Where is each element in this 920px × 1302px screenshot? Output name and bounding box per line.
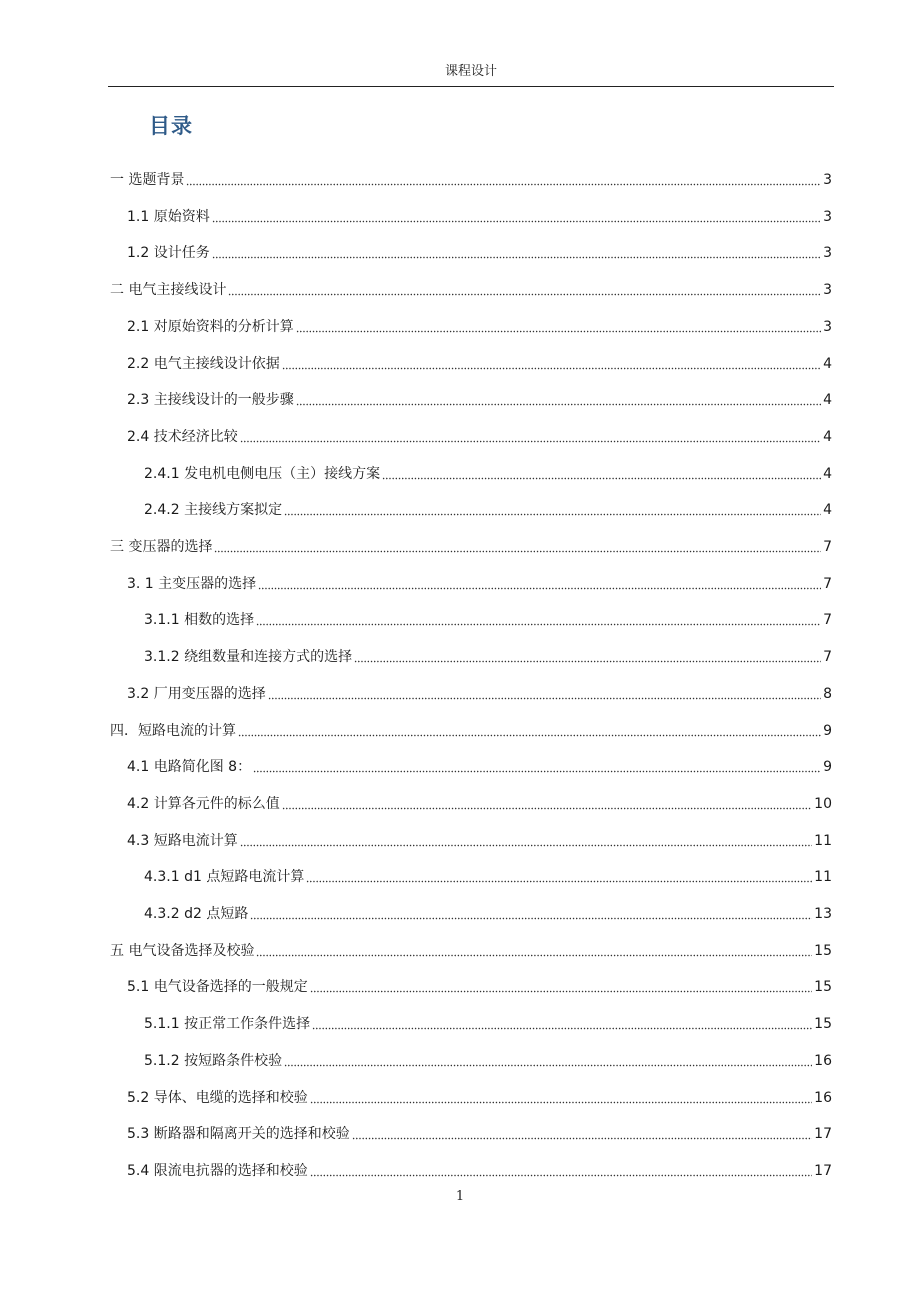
toc-entry-label: 2.4.2 主接线方案拟定 [144, 502, 283, 519]
toc-entry[interactable] [127, 197, 832, 227]
toc-entry-label: 3.1.2 绕组数量和连接方式的选择 [144, 649, 353, 666]
toc-entry[interactable] [144, 490, 832, 520]
toc-entry-page: 4 [823, 502, 832, 519]
toc-entry[interactable] [127, 344, 832, 374]
toc-dot-leader [228, 276, 821, 296]
toc-entry[interactable] [110, 527, 832, 557]
toc-entry-label: 2.4.1 发电机电侧电压（主）接线方案 [144, 465, 381, 482]
toc-entry-label: 2.3 主接线设计的一般步骤 [127, 392, 294, 409]
toc-entry-label: 5.4 限流电抗器的选择和校验 [127, 1162, 308, 1179]
toc-entry-page: 7 [823, 612, 832, 629]
toc-entry-page: 4 [823, 428, 832, 445]
toc-entry[interactable] [110, 711, 832, 741]
toc-entry-page: 15 [814, 942, 832, 959]
toc-entry[interactable] [127, 967, 832, 997]
toc-entry-page: 3 [823, 282, 832, 299]
toc-entry-page: 9 [823, 759, 832, 776]
toc-entry[interactable] [127, 307, 832, 337]
toc-entry[interactable] [144, 600, 832, 630]
toc-dot-leader [186, 166, 821, 186]
toc-entry-page: 3 [823, 208, 832, 225]
toc-dot-leader [282, 350, 821, 370]
toc-dot-leader [310, 973, 812, 993]
toc-entry-page: 11 [814, 832, 832, 849]
toc-entry-page: 17 [814, 1126, 832, 1143]
toc-entry[interactable] [144, 637, 832, 667]
toc-entry-page: 3 [823, 318, 832, 335]
toc-entry[interactable] [127, 380, 832, 410]
toc-dot-leader [312, 1010, 812, 1030]
toc-dot-leader [214, 533, 821, 553]
toc-entry-label: 4.3.2 d2 点短路 [144, 906, 249, 922]
toc-entry[interactable] [144, 894, 832, 924]
toc-entry[interactable] [110, 160, 832, 190]
toc-entry-page: 17 [814, 1162, 832, 1179]
toc-entry-page: 4 [823, 355, 832, 372]
toc-dot-leader [256, 606, 821, 626]
toc-entry-page: 15 [814, 1016, 832, 1033]
toc-dot-leader [256, 937, 812, 957]
toc-entry-label: 四．短路电流的计算 [110, 722, 236, 739]
toc-entry-label: 3. 1 主变压器的选择 [127, 575, 257, 592]
toc-dot-leader [352, 1120, 812, 1140]
toc-entry-label: 2.4 技术经济比较 [127, 428, 238, 445]
toc-entry-page: 13 [814, 906, 832, 922]
toc-entry-label: 2.2 电气主接线设计依据 [127, 355, 280, 372]
toc-entry-label: 4.2 计算各元件的标么值 [127, 795, 280, 812]
toc-entry-label: 4.3.1 d1 点短路电流计算 [144, 869, 305, 886]
toc-dot-leader [250, 900, 812, 920]
toc-entry[interactable] [127, 821, 832, 851]
toc-entry-page: 3 [823, 245, 832, 262]
toc-entry-label: 一 选题背景 [110, 172, 185, 188]
page-number: 1 [455, 1189, 465, 1204]
toc-dot-leader [240, 827, 812, 847]
toc-dot-leader [240, 423, 821, 443]
toc-entry-page: 7 [823, 575, 832, 592]
toc-dot-leader [310, 1084, 812, 1104]
toc-entry-page: 16 [814, 1089, 832, 1106]
toc-dot-leader [284, 1047, 812, 1067]
toc-dot-leader [212, 239, 821, 259]
toc-entry[interactable] [127, 417, 832, 447]
toc-entry[interactable] [144, 1004, 832, 1034]
toc-entry[interactable] [127, 674, 832, 704]
toc-entry-label: 二 电气主接线设计 [110, 282, 227, 299]
toc-entry[interactable] [127, 784, 832, 814]
toc-entry[interactable] [127, 1151, 832, 1181]
toc-entry-page: 7 [823, 539, 832, 555]
toc-entry-label: 五 电气设备选择及校验 [110, 942, 255, 959]
toc-entry-page: 7 [823, 649, 832, 666]
page-header [108, 58, 834, 87]
toc-entry[interactable] [127, 1078, 832, 1108]
toc-entry[interactable] [127, 233, 832, 263]
toc-entry-label: 1.2 设计任务 [127, 245, 210, 262]
toc-entry[interactable] [127, 747, 832, 777]
toc-entry[interactable] [110, 270, 832, 300]
toc-entry-label: 3.1.1 相数的选择 [144, 612, 255, 629]
toc-entry[interactable] [127, 564, 832, 594]
toc-entry-label: 5.1 电气设备选择的一般规定 [127, 979, 308, 996]
toc-entry[interactable] [144, 454, 832, 484]
toc-dot-leader [310, 1157, 812, 1177]
toc-entry-page: 10 [814, 795, 832, 812]
toc-entry-label: 1.1 原始资料 [127, 208, 210, 225]
toc-dot-leader [354, 643, 821, 663]
toc-dot-leader [238, 717, 821, 737]
toc-entry-page: 4 [823, 465, 832, 482]
toc-entry-label: 4.3 短路电流计算 [127, 832, 238, 849]
toc-dot-leader [253, 753, 821, 773]
toc-entry-page: 8 [823, 685, 832, 702]
toc-dot-leader [268, 680, 821, 700]
toc-dot-leader [284, 496, 821, 516]
toc-entry-page: 9 [823, 722, 832, 739]
header-text: 课程设计 [444, 64, 497, 79]
toc-dot-leader [306, 863, 812, 883]
toc-dot-leader [296, 386, 821, 406]
toc-dot-leader [296, 313, 821, 333]
toc-entry-page: 3 [823, 172, 832, 188]
toc-entry[interactable] [110, 931, 832, 961]
toc-entry-page: 15 [814, 979, 832, 996]
toc-entry[interactable] [127, 1114, 832, 1144]
toc-dot-leader [282, 790, 812, 810]
toc-entry-label: 4.1 电路简化图 8： [127, 759, 252, 776]
toc-entry-page: 11 [814, 869, 832, 886]
toc-dot-leader [382, 460, 821, 480]
toc-dot-leader [258, 570, 821, 590]
toc-entry-label: 5.1.2 按短路条件校验 [144, 1052, 283, 1069]
toc-entry-label: 5.1.1 按正常工作条件选择 [144, 1016, 311, 1033]
toc-dot-leader [212, 203, 821, 223]
toc-title: 目录 [149, 114, 193, 138]
toc-entry-page: 16 [814, 1052, 832, 1069]
toc-entry[interactable] [144, 857, 832, 887]
toc-entry-label: 2.1 对原始资料的分析计算 [127, 318, 294, 335]
toc-entry-label: 5.3 断路器和隔离开关的选择和校验 [127, 1126, 350, 1143]
toc-entry-label: 三 变压器的选择 [110, 539, 213, 555]
toc-entry-label: 5.2 导体、电缆的选择和校验 [127, 1089, 308, 1106]
toc-entry-page: 4 [823, 392, 832, 409]
toc-entry-label: 3.2 厂用变压器的选择 [127, 685, 266, 702]
toc-entry[interactable] [144, 1041, 832, 1071]
